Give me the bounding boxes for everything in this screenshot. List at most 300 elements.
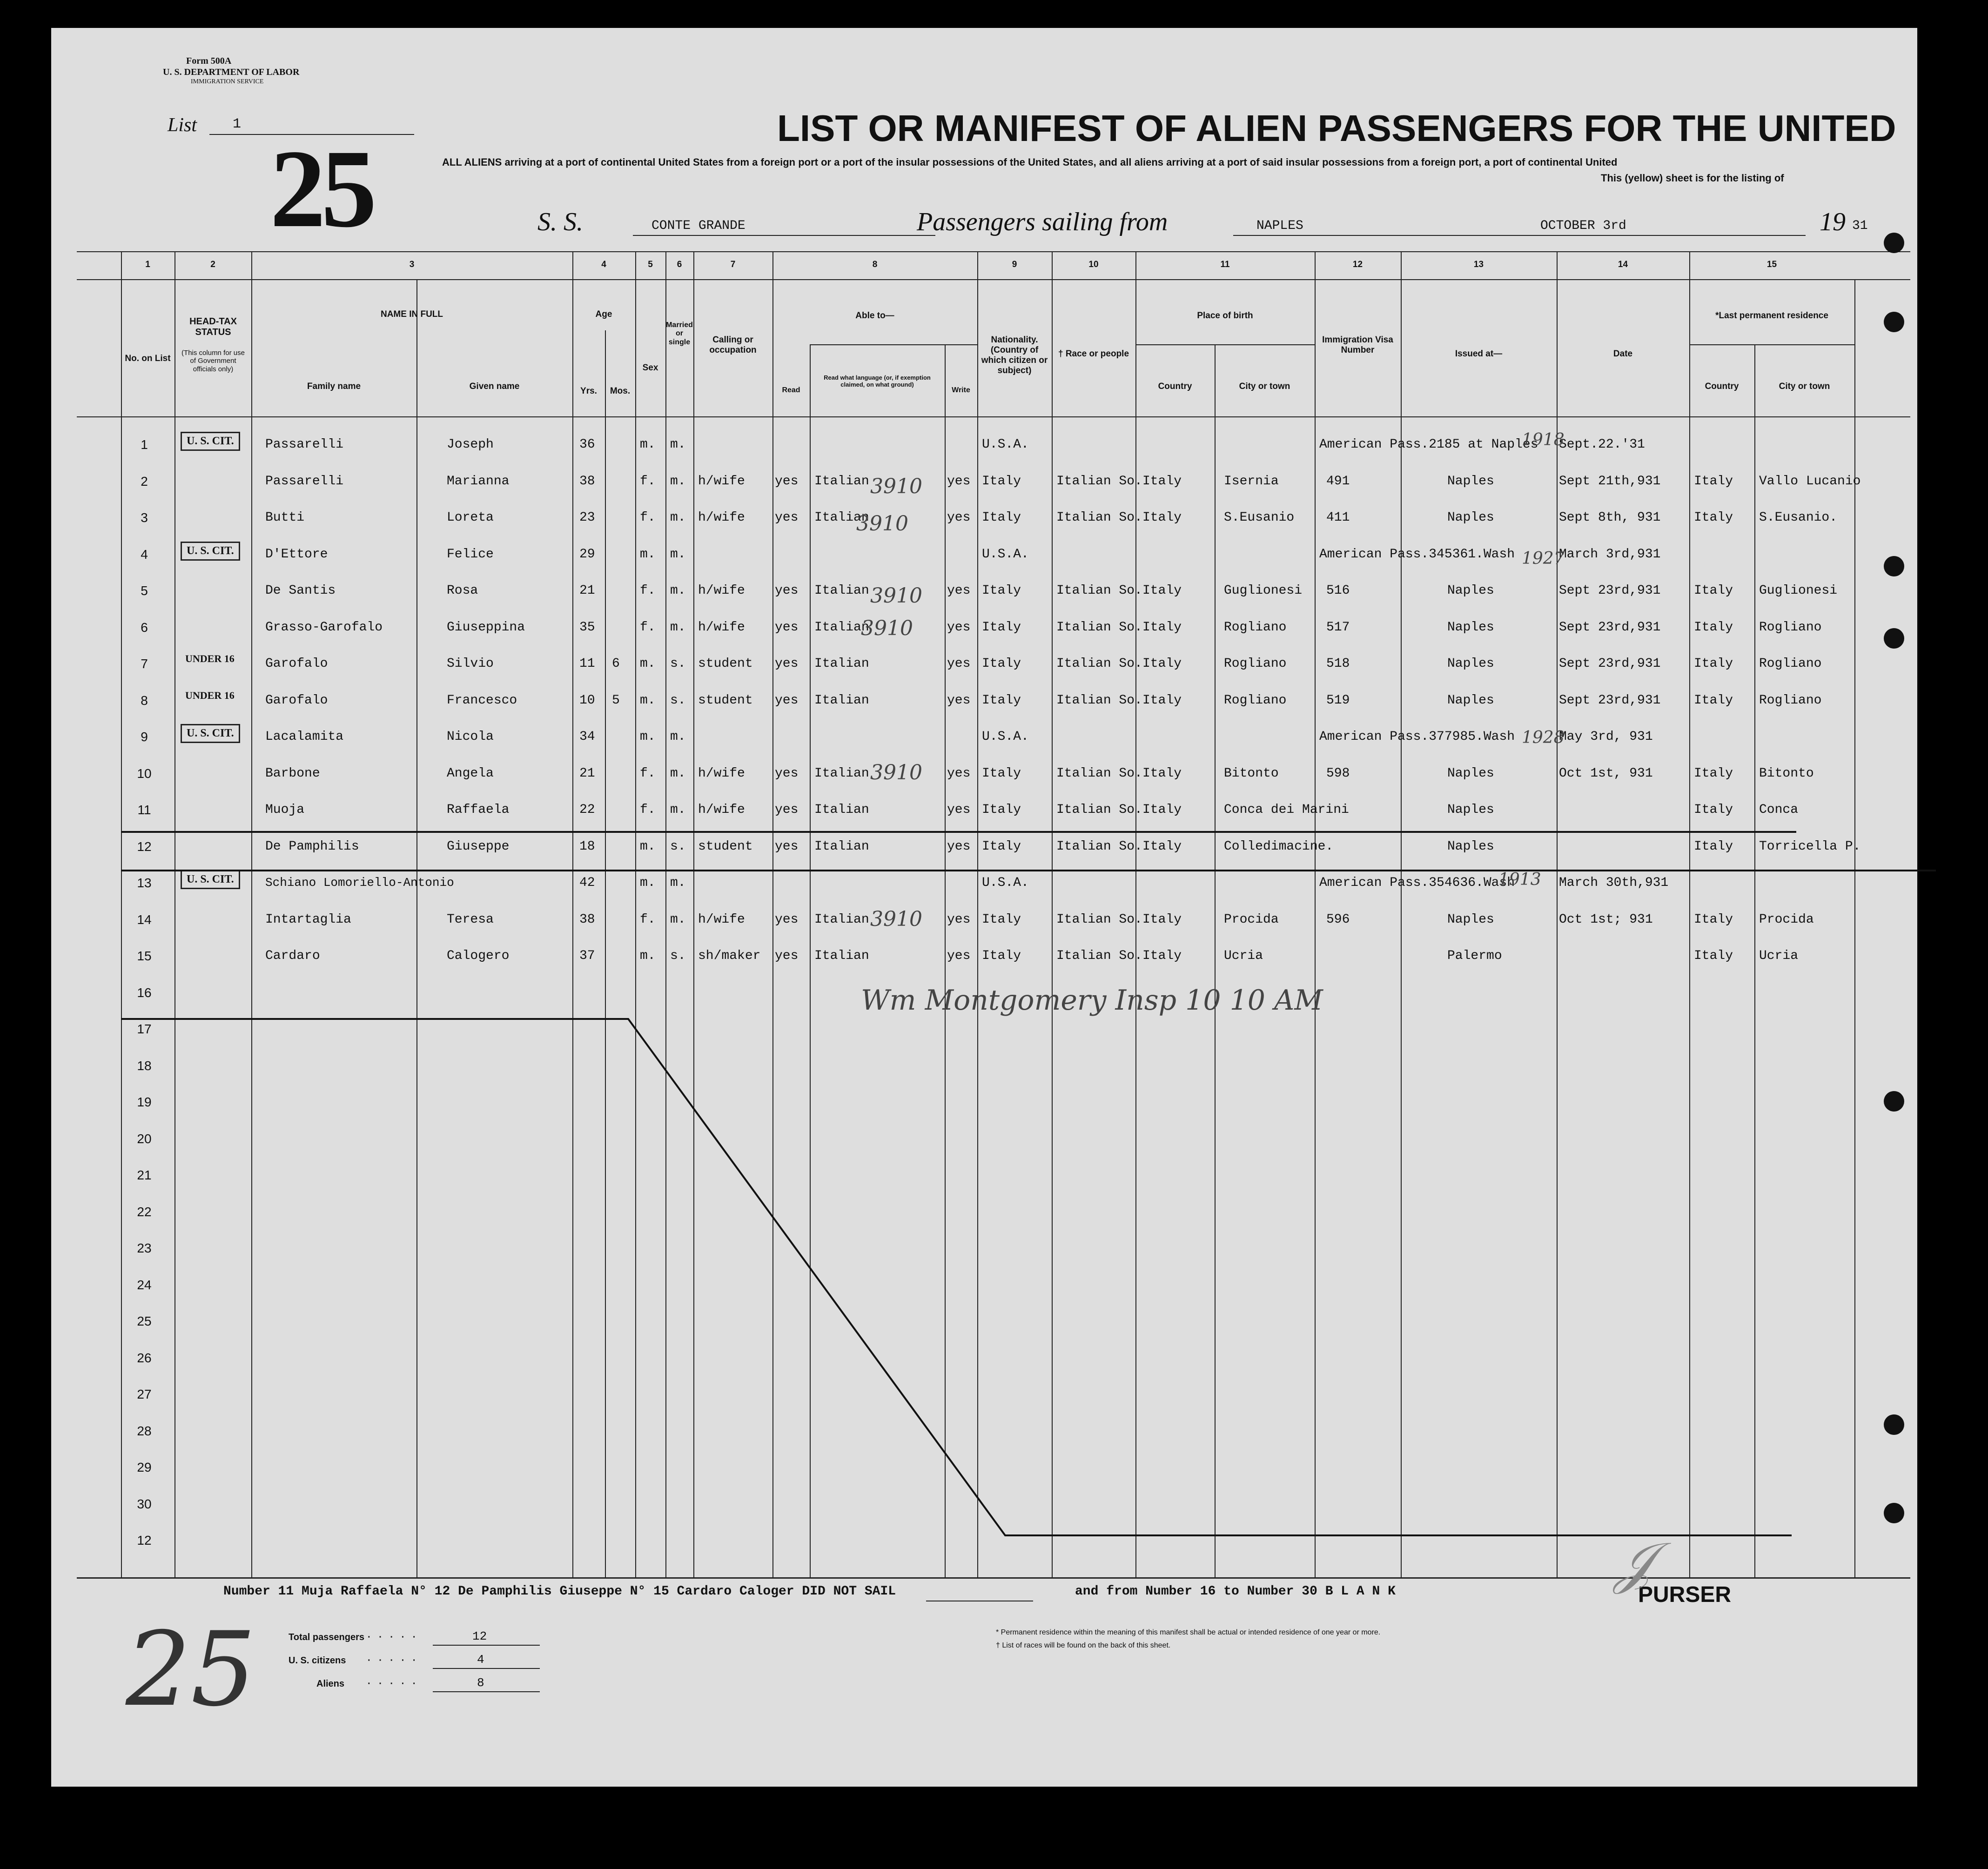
row-language: Italian — [814, 766, 869, 781]
row-occupation: h/wife — [698, 912, 745, 927]
row-sex: m. — [640, 656, 656, 671]
row-sex: m. — [640, 949, 656, 963]
row-number: 11 — [137, 803, 151, 817]
row-marital-status: m. — [670, 583, 686, 598]
row-residence-country: Italy — [1694, 693, 1733, 708]
row-race: Italian So. — [1056, 766, 1142, 781]
row-marital-status: m. — [670, 620, 686, 635]
row-number: 22 — [137, 1205, 152, 1219]
row-can-write: yes — [947, 583, 971, 598]
row-birth-country: Italy — [1142, 474, 1182, 489]
row-visa: 598 — [1326, 766, 1350, 781]
row-residence-city: S.Eusanio. — [1759, 510, 1838, 525]
head-tax-stamp: U. S. CIT. — [181, 870, 240, 889]
row-can-read: yes — [775, 474, 799, 489]
row-can-write: yes — [947, 474, 971, 489]
row-marital-status: s. — [670, 839, 686, 854]
footnote-races: † List of races will be found on the back of this sheet. — [996, 1641, 1171, 1649]
row-number: 17 — [137, 1022, 152, 1036]
row-birth-country: Italy — [1142, 693, 1182, 708]
port-name: NAPLES — [1256, 219, 1303, 233]
row-visa: 517 — [1326, 620, 1350, 635]
row-number: 4 — [141, 547, 148, 562]
row-issued-at: Naples — [1447, 510, 1494, 525]
row-residence-country: Italy — [1694, 839, 1733, 854]
row-occupation: h/wife — [698, 803, 745, 817]
row-number: 10 — [137, 766, 152, 781]
row-can-read: yes — [775, 693, 799, 708]
list-label: List — [168, 114, 197, 136]
purser-label: PURSER — [1638, 1582, 1732, 1607]
row-residence-city: Vallo Lucanio — [1759, 474, 1861, 489]
row-race: Italian So. — [1056, 583, 1142, 598]
row-residence-country: Italy — [1694, 766, 1733, 781]
row-issued-at: Naples — [1447, 912, 1494, 927]
row-can-read: yes — [775, 949, 799, 963]
ship-name: CONTE GRANDE — [651, 219, 746, 233]
row-can-write: yes — [947, 510, 971, 525]
row-age-months: 6 — [612, 656, 620, 671]
header-issued-at: Issued at— — [1455, 349, 1503, 359]
header-given-name: Given name — [469, 382, 520, 391]
row-age-years: 34 — [579, 730, 595, 744]
footer-note-blank: and from Number 16 to Number 30 B L A N K — [1075, 1584, 1396, 1599]
row-visa: 491 — [1326, 474, 1350, 489]
row-sex: m. — [640, 693, 656, 708]
row-nationality: Italy — [982, 839, 1021, 854]
row-residence-country: Italy — [1694, 583, 1733, 598]
handwritten-visa-code: 3910 — [870, 475, 922, 498]
blank-rows-cancel-line — [121, 1014, 1796, 1582]
header-mos: Mos. — [610, 386, 631, 396]
row-race: Italian So. — [1056, 839, 1142, 854]
row-visa: 519 — [1326, 693, 1350, 708]
row-sex: f. — [640, 583, 656, 598]
row-birth-country: Italy — [1142, 803, 1182, 817]
row-marital-status: m. — [670, 437, 686, 452]
handwritten-year: 1927 — [1522, 549, 1565, 568]
row-issued-at: Naples — [1447, 656, 1494, 671]
col-number: 8 — [872, 260, 878, 269]
head-tax-stamp: UNDER 16 — [185, 653, 235, 664]
row-date: Sept 23rd,931 — [1559, 583, 1661, 598]
row-nationality: Italy — [982, 803, 1021, 817]
row-issued-at: Naples — [1447, 474, 1494, 489]
row-occupation: student — [698, 839, 753, 854]
handwritten-visa-code: 3910 — [870, 761, 922, 784]
row-birth-city: Procida — [1224, 912, 1279, 927]
row-visa: American Pass.377985.Wash — [1319, 730, 1515, 744]
row-can-write: yes — [947, 949, 971, 963]
row-language: Italian — [814, 949, 869, 963]
manifest-sheet: Form 500A U. S. DEPARTMENT OF LABOR IMMIGRATION SERVICE List 1 25 LIST OR MANIFEST OF ALIEN PASSENGERS FOR THE UNITED ALL ALIENS arriving at a port of continental United States from a foreign port or a port of the insular possessions of the United States, and all aliens arriving at a port of said insular possessions from a foreign port, a port of continental United This (yellow) sheet is for the listing of S. S. CONTE GRANDE Passengers sailing from NAPLES OCTOBER 3rd 19 31 1 2 3 4 5 6 7 8 9 10 11 12 13 14 15 No. on List HEAD-TAX STATUS (This column for use of Government officials only) NAME IN FULL Family name Given name Age Yrs. Mos. Sex Married or single Calling or occupation Able to— Read Read what language (or, if exemption claimed, on what ground) Write Nationality. (Country of which citizen or subject) † Race or people Place of birth Country City or town Immigration Visa Number Issued at— Date *Last permanent residence Country City or town 1 U. S. CIT. Passarelli Joseph 36 m. m. U.S.A. American Pass.2185 at Naples Sept.22.'31 2 Passarelli Marianna 38 f. m. h/wife yes Italian yes Italy Italian So. Italy Isernia 491 Naples Sept 21th,931 Italy Vallo Lucanio 3 Butti Loreta 23 f. m. h/wife yes Italian yes Italy Italian So. Italy S.Eusanio 411 Naples Sept 8th, 931 Italy S.Eusanio. 4 U. S. CIT. D'Ettore Felice 29 m. m. U.S.A. American Pass.345361.Wash March 3rd,931 5 De Santis Rosa 21 f. m. h/wife yes Italian yes Italy Italian So. Italy Guglionesi 516 Naples Sept 23rd,931 Italy Guglionesi 6 Grasso-Garofalo Giuseppina 35 f. m. h/wife yes Italian yes Italy Italian So. Italy Rogliano 517 Naples Sept 23rd,931 Italy Rogliano 7 UNDER 16 Garofalo Silvio 11 6 m. s. student yes Italian yes Italy Italian So. Italy Rogliano 518 Naples Sept 23rd,931 Italy Rogliano 8 UNDER 16 Garofalo Francesco 10 5 m. s. student yes Italian yes Italy Italian So. Italy Rogliano 519 Naples Sept 23rd,931 Italy Rogliano 9 U. S. CIT. Lacalamita Nicola 34 m. m. U.S.A. American Pass.377985.Wash May 3rd, 931 10 Barbone Angela 21 f. m. h/wife yes Italian yes Italy Italian So. Italy Bitonto 598 Naples Oct 1st, 931 Italy Bitonto 11 Muoja Raffaela 22 f. m. h/wife yes Italian yes Italy Italian So. Italy Conca dei Marini Naples Italy Conca 12 De Pamphilis Giuseppe 18 m. s. student yes Italian yes Italy Italian So. Italy Colledimacine. Naples Italy Torricella P. 13 U. S. CIT. Schiano Lomoriello-Antonio 42 m. m. U.S.A. American Pass.354636.Wash March 30th,931 14 Intartaglia Teresa 38 f. m. h/wife yes Italian yes Italy Italian So. Italy Procida 596 Naples Oct 1st; 931 Italy Procida 15 Cardaro Calogero 37 m. s. sh/maker yes Italian yes Italy Italian So. Italy Ucria Palermo Italy Ucria 16 17 18 19 20 21 22 23 24 25 26 27 28 29 30 12 3910 3910 3910 3910 3910 3910 1918 1927 1928 1913 Wm Montgomery Insp 10 10 AM Number 11 Muja Raffaela N° 12 De Pamphilis Giuseppe N° 15 Cardaro Caloger DID NOT SAIL and from Number 16 to Number 30 B L A N K Total passengers · · · · · 12 U. S. citizens · · · · · 4 Aliens · · · · · 8 * Permanent residence within the meaning of this manifest shall be actual or intended residence of one year or more. † List of races will be found on the back of this sheet. PURSER 𝒥 25 — [51, 28, 1917, 1787]
row-can-write: yes — [947, 656, 971, 671]
handwritten-year: 1928 — [1522, 728, 1565, 747]
row-sex: f. — [640, 912, 656, 927]
header-no-on-list: No. on List — [125, 354, 171, 363]
row-occupation: h/wife — [698, 766, 745, 781]
row-nationality: Italy — [982, 766, 1021, 781]
handwritten-sheet-mark: 25 — [126, 1610, 256, 1729]
row-birth-country: Italy — [1142, 766, 1182, 781]
row-issued-at: Naples — [1447, 766, 1494, 781]
row-language: Italian — [814, 474, 869, 489]
row-birth-city: Rogliano — [1224, 656, 1287, 671]
handwritten-visa-code: 3910 — [861, 616, 913, 640]
row-birth-country: Italy — [1142, 912, 1182, 927]
row-sex: f. — [640, 620, 656, 635]
row-marital-status: s. — [670, 949, 686, 963]
row-residence-city: Bitonto — [1759, 766, 1814, 781]
row-given-name: Giuseppe — [447, 839, 510, 854]
row-race: Italian So. — [1056, 620, 1142, 635]
row-language: Italian — [814, 583, 869, 598]
row-number: 19 — [137, 1095, 152, 1109]
row-number: 27 — [137, 1387, 152, 1401]
year-suffix: 31 — [1852, 219, 1868, 233]
row-can-write: yes — [947, 766, 971, 781]
row-age-years: 21 — [579, 766, 595, 781]
row-number: 5 — [141, 583, 148, 598]
row-residence-country: Italy — [1694, 949, 1733, 963]
form-number: Form 500A — [186, 56, 232, 66]
row-marital-status: m. — [670, 912, 686, 927]
row-birth-city: Isernia — [1224, 474, 1279, 489]
row-birth-country: Italy — [1142, 620, 1182, 635]
row-age-years: 11 — [579, 656, 595, 671]
row-given-name: Angela — [447, 766, 494, 781]
row-residence-country: Italy — [1694, 912, 1733, 927]
row-can-write: yes — [947, 693, 971, 708]
row-can-write: yes — [947, 620, 971, 635]
row-language: Italian — [814, 839, 869, 854]
total-passengers-value: 12 — [472, 1629, 487, 1643]
header-birth-country: Country — [1158, 382, 1192, 391]
row-visa: American Pass.2185 at Naples — [1319, 437, 1538, 452]
header-married: Married or single — [666, 321, 693, 346]
row-age-years: 36 — [579, 437, 595, 452]
col-number: 3 — [409, 260, 415, 269]
row-occupation: student — [698, 693, 753, 708]
row-language: Italian — [814, 693, 869, 708]
row-family-name: Cardaro — [265, 949, 320, 963]
row-date: Sept 21th,931 — [1559, 474, 1661, 489]
row-date: Oct 1st, 931 — [1559, 766, 1653, 781]
row-family-name: Passarelli — [265, 474, 344, 489]
row-sex: m. — [640, 437, 656, 452]
row-given-name: Felice — [447, 547, 494, 562]
row-can-read: yes — [775, 766, 799, 781]
row-residence-city: Ucria — [1759, 949, 1799, 963]
row-residence-city: Rogliano — [1759, 620, 1822, 635]
row-date: Sept 23rd,931 — [1559, 656, 1661, 671]
row-given-name: Loreta — [447, 510, 494, 525]
row-issued-at: Naples — [1447, 693, 1494, 708]
row-sex: m. — [640, 839, 656, 854]
header-read-language: Read what language (or, if exemption claimed, on what ground) — [824, 374, 931, 388]
row-date: Sept.22.'31 — [1559, 437, 1645, 452]
row-race: Italian So. — [1056, 912, 1142, 927]
row-number: 21 — [137, 1168, 152, 1182]
col-number: 7 — [730, 260, 736, 269]
row-number: 12 — [137, 1533, 152, 1547]
row-number: 28 — [137, 1424, 152, 1438]
row-nationality: Italy — [982, 474, 1021, 489]
row-can-read: yes — [775, 839, 799, 854]
row-sex: m. — [640, 730, 656, 744]
row-given-name: Francesco — [447, 693, 517, 708]
row-birth-country: Italy — [1142, 510, 1182, 525]
service: IMMIGRATION SERVICE — [191, 78, 264, 85]
row-nationality: Italy — [982, 693, 1021, 708]
header-visa: Immigration Visa Number — [1322, 335, 1393, 355]
row-sex: m. — [640, 876, 656, 890]
row-can-read: yes — [775, 620, 799, 635]
list-value: 1 — [233, 116, 242, 132]
row-number: 6 — [141, 620, 148, 635]
row-birth-city: Ucria — [1224, 949, 1263, 963]
row-number: 13 — [137, 876, 152, 890]
row-age-years: 10 — [579, 693, 595, 708]
row-visa: American Pass.345361.Wash — [1319, 547, 1515, 562]
row-nationality: Italy — [982, 620, 1021, 635]
row-family-name: Lacalamita — [265, 730, 344, 744]
header-name-in-full: NAME IN FULL — [380, 309, 443, 319]
row-issued-at: Palermo — [1447, 949, 1502, 963]
row-occupation: sh/maker — [698, 949, 761, 963]
header-race: † Race or people — [1058, 349, 1129, 359]
row-birth-city: Colledimacine. — [1224, 839, 1334, 854]
handwritten-year: 1913 — [1498, 870, 1541, 889]
row-number: 8 — [141, 693, 148, 708]
us-citizens-value: 4 — [477, 1653, 484, 1667]
row-age-years: 22 — [579, 803, 595, 817]
row-language: Italian — [814, 803, 869, 817]
col-number: 4 — [601, 260, 606, 269]
header-calling: Calling or occupation — [709, 335, 757, 355]
row-language: Italian — [814, 620, 869, 635]
row-can-read: yes — [775, 510, 799, 525]
row-given-name: Joseph — [447, 437, 494, 452]
sailing-date: OCTOBER 3rd — [1540, 219, 1626, 233]
handwritten-year: 1918 — [1522, 430, 1565, 449]
header-res-city: City or town — [1779, 382, 1830, 391]
row-number: 16 — [137, 985, 152, 1000]
row-age-years: 37 — [579, 949, 595, 963]
head-tax-stamp: UNDER 16 — [185, 690, 235, 701]
row-family-name: D'Ettore — [265, 547, 328, 562]
row-number: 9 — [141, 730, 148, 744]
header-family-name: Family name — [307, 382, 361, 391]
row-can-read: yes — [775, 656, 799, 671]
row-occupation: h/wife — [698, 583, 745, 598]
row-given-name: Marianna — [447, 474, 510, 489]
row-visa: 516 — [1326, 583, 1350, 598]
row-visa: 596 — [1326, 912, 1350, 927]
row-marital-status: m. — [670, 730, 686, 744]
row-residence-city: Torricella P. — [1759, 839, 1861, 854]
row-number: 26 — [137, 1351, 152, 1365]
row-race: Italian So. — [1056, 510, 1142, 525]
row-date: Sept 23rd,931 — [1559, 620, 1661, 635]
binder-hole — [1884, 233, 1904, 253]
row-sex: m. — [640, 547, 656, 562]
row-number: 2 — [141, 474, 148, 489]
header-yrs: Yrs. — [580, 386, 597, 396]
col-number: 9 — [1012, 260, 1017, 269]
row-issued-at: Naples — [1447, 620, 1494, 635]
row-given-name: Giuseppina — [447, 620, 525, 635]
header-head-tax-note: (This column for use of Government officials only) — [181, 349, 245, 373]
row-age-months: 5 — [612, 693, 620, 708]
row-birth-country: Italy — [1142, 583, 1182, 598]
row-race: Italian So. — [1056, 803, 1142, 817]
row-date: Oct 1st; 931 — [1559, 912, 1653, 927]
row-residence-country: Italy — [1694, 803, 1733, 817]
row-number: 15 — [137, 949, 152, 963]
header-nationality: Nationality. (Country of which citizen or subject) — [981, 335, 1048, 375]
row-birth-city: S.Eusanio — [1224, 510, 1295, 525]
row-family-name: Grasso-Garofalo — [265, 620, 383, 635]
row-residence-country: Italy — [1694, 620, 1733, 635]
row-birth-city: Rogliano — [1224, 693, 1287, 708]
row-number: 3 — [141, 510, 148, 525]
row-sex: f. — [640, 803, 656, 817]
row-age-years: 18 — [579, 839, 595, 854]
row-race: Italian So. — [1056, 656, 1142, 671]
row-nationality: Italy — [982, 583, 1021, 598]
row-family-name: Muoja — [265, 803, 305, 817]
row-given-name: Teresa — [447, 912, 494, 927]
row-issued-at: Naples — [1447, 583, 1494, 598]
row-nationality: Italy — [982, 510, 1021, 525]
row-family-name: Butti — [265, 510, 305, 525]
head-tax-stamp: U. S. CIT. — [181, 432, 240, 451]
row-issued-at: Naples — [1447, 839, 1494, 854]
row-marital-status: m. — [670, 803, 686, 817]
row-date: March 30th,931 — [1559, 876, 1669, 890]
inspector-signature: Wm Montgomery Insp 10 10 AM — [861, 984, 1323, 1017]
head-tax-stamp: U. S. CIT. — [181, 542, 240, 561]
row-language: Italian — [814, 912, 869, 927]
row-marital-status: m. — [670, 876, 686, 890]
row-birth-city: Guglionesi — [1224, 583, 1303, 598]
manifest-subtitle-2: This (yellow) sheet is for the listing of — [1601, 172, 1784, 184]
row-date: March 3rd,931 — [1559, 547, 1661, 562]
row-can-write: yes — [947, 839, 971, 854]
row-can-write: yes — [947, 912, 971, 927]
row-family-name: Barbone — [265, 766, 320, 781]
col-number: 10 — [1088, 260, 1099, 269]
col-number: 5 — [648, 260, 653, 269]
row-sex: f. — [640, 510, 656, 525]
row-visa: 411 — [1326, 510, 1350, 525]
ss-label: S. S. — [537, 208, 583, 236]
row-date: May 3rd, 931 — [1559, 730, 1653, 744]
row-residence-city: Procida — [1759, 912, 1814, 927]
row-family-name: Intartaglia — [265, 912, 351, 927]
row-given-name: Raffaela — [447, 803, 510, 817]
header-res-country: Country — [1705, 382, 1739, 391]
purser-signature: 𝒥 — [1615, 1531, 1653, 1595]
row-residence-country: Italy — [1694, 656, 1733, 671]
row-residence-city: Guglionesi — [1759, 583, 1838, 598]
row-number: 7 — [141, 656, 148, 671]
binder-hole — [1884, 628, 1904, 649]
row-residence-city: Conca — [1759, 803, 1799, 817]
row-birth-city: Bitonto — [1224, 766, 1279, 781]
row-nationality: U.S.A. — [982, 437, 1029, 452]
row-race: Italian So. — [1056, 693, 1142, 708]
row-sex: f. — [640, 474, 656, 489]
row-marital-status: m. — [670, 547, 686, 562]
row-given-name: Silvio — [447, 656, 494, 671]
row-birth-country: Italy — [1142, 656, 1182, 671]
manifest-title: LIST OR MANIFEST OF ALIEN PASSENGERS FOR THE UNITED — [777, 107, 1896, 149]
row-family-name: De Pamphilis — [265, 839, 359, 854]
row-family-name: Passarelli — [265, 437, 344, 452]
header-able-to: Able to— — [855, 311, 894, 321]
row-given-name: Calogero — [447, 949, 510, 963]
row-family-name: Garofalo — [265, 656, 328, 671]
header-read: Read — [782, 386, 800, 394]
row-race: Italian So. — [1056, 949, 1142, 963]
row-marital-status: s. — [670, 656, 686, 671]
header-head-tax: HEAD-TAX STATUS — [189, 316, 237, 337]
row-sex: f. — [640, 766, 656, 781]
row-number: 14 — [137, 912, 152, 927]
row-birth-country: Italy — [1142, 839, 1182, 854]
header-write: Write — [952, 386, 970, 394]
binder-hole — [1884, 1414, 1904, 1435]
row-occupation: student — [698, 656, 753, 671]
aliens-label: Aliens — [316, 1679, 345, 1689]
header-sex: Sex — [642, 363, 658, 373]
row-nationality: Italy — [982, 912, 1021, 927]
col-number: 12 — [1352, 260, 1363, 269]
row-nationality: U.S.A. — [982, 876, 1029, 890]
manifest-subtitle-1: ALL ALIENS arriving at a port of continental United States from a foreign port or a port of the insular possessions of the United States, and all aliens arriving at a port of said insular possessions from a foreign port, a port of continental United — [442, 156, 1618, 168]
row-age-years: 42 — [579, 876, 595, 890]
row-family-name: Garofalo — [265, 693, 328, 708]
us-citizens-label: U. S. citizens — [289, 1655, 346, 1666]
row-number: 20 — [137, 1132, 152, 1146]
row-can-write: yes — [947, 803, 971, 817]
handwritten-visa-code: 3910 — [856, 512, 908, 536]
header-place-of-birth: Place of birth — [1197, 311, 1253, 321]
col-number: 13 — [1473, 260, 1484, 269]
row-number: 1 — [141, 437, 148, 452]
row-can-read: yes — [775, 803, 799, 817]
row-nationality: U.S.A. — [982, 730, 1029, 744]
row-age-years: 23 — [579, 510, 595, 525]
row-number: 29 — [137, 1460, 152, 1474]
row-nationality: U.S.A. — [982, 547, 1029, 562]
row-date: Sept 23rd,931 — [1559, 693, 1661, 708]
row-family-name: Schiano Lomoriello-Antonio — [265, 876, 454, 890]
row-issued-at: Naples — [1447, 803, 1494, 817]
row-marital-status: m. — [670, 510, 686, 525]
col-number: 2 — [210, 260, 215, 269]
department: U. S. DEPARTMENT OF LABOR — [163, 67, 300, 77]
handwritten-visa-code: 3910 — [870, 907, 922, 931]
row-number: 23 — [137, 1241, 152, 1255]
row-number: 18 — [137, 1058, 152, 1073]
handwritten-visa-code: 3910 — [870, 584, 922, 608]
binder-hole — [1884, 556, 1904, 576]
row-number: 12 — [137, 839, 152, 854]
row-date: Sept 8th, 931 — [1559, 510, 1661, 525]
